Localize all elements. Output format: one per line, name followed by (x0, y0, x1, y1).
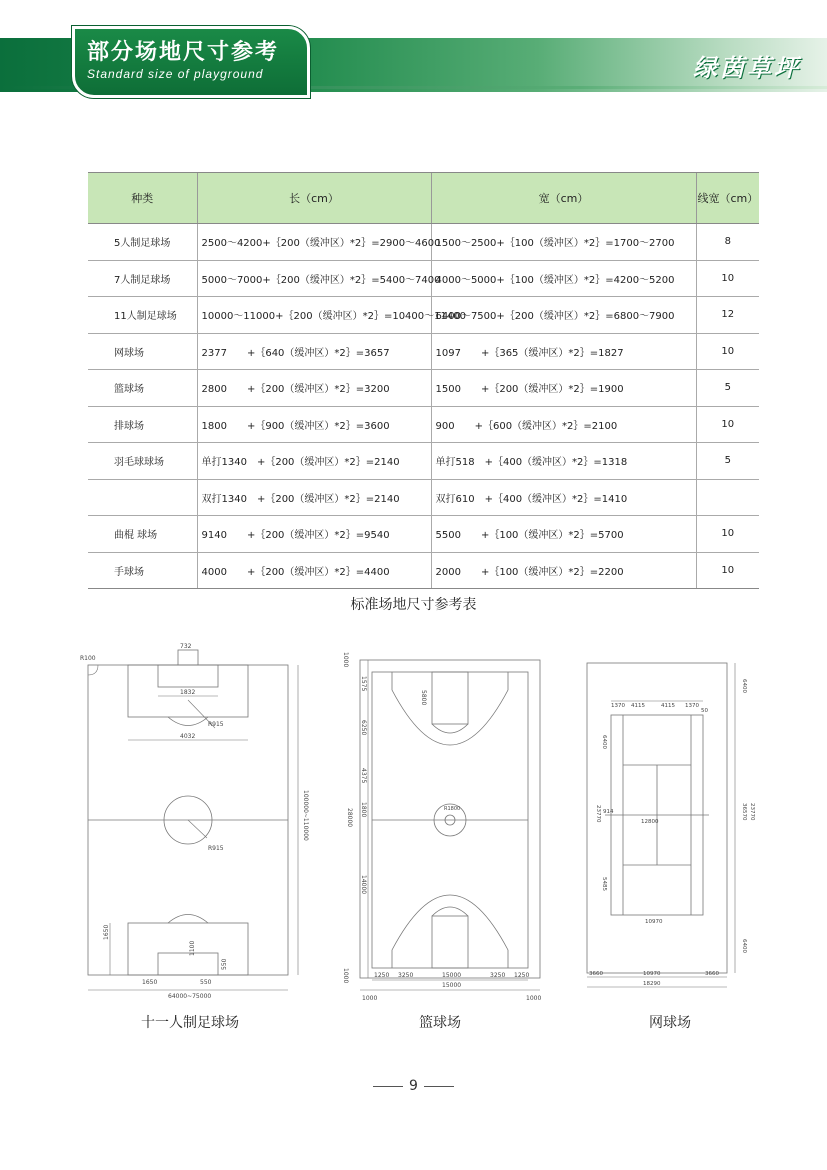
outer-boundary (360, 660, 540, 978)
table-row (88, 516, 759, 553)
cell-type: 曲棍 球场 (88, 516, 197, 553)
cell-width: 1500 +｛200（缓冲区）*2｝=1900 (431, 370, 696, 407)
table-caption: 标准场地尺寸参考表 (350, 597, 477, 613)
cell-line-width: 10 (696, 552, 759, 589)
bottom-penalty-area (128, 923, 248, 975)
dim-3660-left: 3660 (589, 971, 603, 977)
dim-4115-left: 4115 (631, 703, 645, 709)
dim-50: 50 (701, 708, 708, 714)
dim-pitch-length: 100000~110000 (302, 790, 309, 841)
cell-line-width: 10 (696, 406, 759, 443)
cell-width: 1097 +｛365（缓冲区）*2｝=1827 (431, 333, 696, 370)
cell-line-width: 12 (696, 297, 759, 334)
cell-type: 篮球场 (88, 370, 197, 407)
dim-1800: 1800 (360, 802, 367, 818)
football-pitch-drawing (80, 640, 310, 1000)
cell-type: 网球场 (88, 333, 197, 370)
dim-14000: 14000 (360, 875, 367, 895)
dim-bottom-goal: 550 (200, 979, 212, 986)
section-subtitle: Standard size of playground (87, 67, 264, 81)
dim-1370-left: 1370 (611, 703, 625, 709)
dim-penalty-depth: 1650 (103, 924, 110, 940)
col-type: 种类 (88, 173, 197, 224)
dim-18290: 18290 (643, 981, 661, 987)
football-label: 十一人制足球场 (141, 1015, 239, 1031)
dim-5485: 5485 (601, 877, 607, 891)
dim-3660-right: 3660 (705, 971, 719, 977)
cell-line-width: 10 (696, 260, 759, 297)
cell-line-width: 10 (696, 516, 759, 553)
dim-23770-left: 23770 (595, 805, 601, 823)
dim-centre-radius: R915 (208, 845, 224, 852)
basketball-label: 篮球场 (419, 1015, 461, 1031)
dim-pitch-width: 64000~75000 (168, 993, 212, 1000)
dim-1250-right: 1250 (514, 972, 530, 979)
col-line-width: 线宽（cm） (696, 173, 759, 224)
basketball-court-drawing (340, 650, 550, 1005)
cell-type: 排球场 (88, 406, 197, 443)
dim-3250-right: 3250 (490, 972, 506, 979)
size-table (88, 172, 759, 589)
dim-12800: 12800 (641, 819, 659, 825)
bottom-three-point-arc (392, 895, 508, 968)
dim-corner-radius: R100 (80, 655, 96, 662)
cell-type: 手球场 (88, 552, 197, 589)
cell-line-width: 8 (696, 224, 759, 261)
dim-36570: 36570 (741, 803, 747, 821)
dim-penalty-area-width: 4032 (180, 733, 196, 740)
dim-arc-radius: R915 (208, 721, 224, 728)
dim-1575: 1575 (360, 676, 367, 692)
bottom-arc (168, 915, 208, 924)
cell-width: 2000 +｛100（缓冲区）*2｝=2200 (431, 552, 696, 589)
cell-length: 4000 +｛200（缓冲区）*2｝=4400 (197, 552, 431, 589)
col-width: 宽（cm） (431, 173, 696, 224)
dim-23770-right: 23770 (749, 803, 755, 821)
cell-type: 11人制足球场 (88, 297, 197, 334)
cell-length: 2800 +｛200（缓冲区）*2｝=3200 (197, 370, 431, 407)
table-row (88, 552, 759, 589)
cell-width: 4000～5000+｛100（缓冲区）*2｝=4200～5200 (431, 260, 696, 297)
tennis-label: 网球场 (649, 1015, 691, 1031)
table-row (88, 260, 759, 297)
cell-line-width: 5 (696, 443, 759, 480)
cell-line-width: 5 (696, 370, 759, 407)
cell-width: 单打518 +｛400（缓冲区）*2｝=1318 (431, 443, 696, 480)
table-row (88, 479, 759, 516)
dim-goal-area: 1832 (180, 689, 196, 696)
dim-buffer-right: 1000 (526, 995, 542, 1002)
cell-length: 单打1340 +｛200（缓冲区）*2｝=2140 (197, 443, 431, 480)
dim-4115-right: 4115 (661, 703, 675, 709)
cell-width: 1500～2500+｛100（缓冲区）*2｝=1700～2700 (431, 224, 696, 261)
cell-width: 双打610 +｛400（缓冲区）*2｝=1410 (431, 479, 696, 516)
dim-4375: 4375 (360, 768, 367, 784)
cell-line-width: 10 (696, 333, 759, 370)
cell-width: 6400～7500+｛200（缓冲区）*2｝=6800～7900 (431, 297, 696, 334)
page-number (0, 1078, 827, 1094)
col-length: 长（cm） (197, 173, 431, 224)
dim-15000-outer: 15000 (442, 982, 462, 989)
cell-width: 5500 +｛100（缓冲区）*2｝=5700 (431, 516, 696, 553)
dim-buffer-left: 1000 (362, 995, 378, 1002)
cell-length: 5000～7000+｛200（缓冲区）*2｝=5400～7400 (197, 260, 431, 297)
top-goal-area (158, 665, 218, 687)
table-row (88, 333, 759, 370)
cell-type: 7人制足球场 (88, 260, 197, 297)
dim-6400-left: 6400 (601, 735, 607, 749)
dim-15000-inner: 15000 (442, 972, 462, 979)
dim-goal-depth: 550 (221, 958, 228, 970)
cell-length: 9140 +｛200（缓冲区）*2｝=9540 (197, 516, 431, 553)
cell-width: 900 +｛600（缓冲区）*2｝=2100 (431, 406, 696, 443)
dim-914: 914 (603, 809, 614, 815)
table-row (88, 297, 759, 334)
top-three-point-arc (392, 672, 508, 745)
section-badge (72, 26, 310, 98)
dim-5800: 5800 (420, 690, 427, 706)
cell-length: 双打1340 +｛200（缓冲区）*2｝=2140 (197, 479, 431, 516)
dim-10970: 10970 (643, 971, 661, 977)
dim-bottom-penalty: 1650 (142, 979, 158, 986)
dim-buffer-bottom: 1000 (342, 968, 349, 984)
table-row (88, 224, 759, 261)
cell-length: 2500～4200+｛200（缓冲区）*2｝=2900～4600 (197, 224, 431, 261)
table-row (88, 443, 759, 480)
dim-buffer-top: 1000 (342, 652, 349, 668)
cell-type: 羽毛球球场 (88, 443, 197, 480)
table-header-row (88, 173, 759, 224)
bottom-key (432, 916, 468, 968)
dim-spot-distance: 1100 (189, 940, 196, 956)
cell-line-width (696, 479, 759, 516)
dim-6400-top: 6400 (741, 679, 747, 693)
page-number-value: 9 (409, 1078, 418, 1094)
cell-length: 1800 +｛900（缓冲区）*2｝=3600 (197, 406, 431, 443)
cell-length: 10000～11000+｛200（缓冲区）*2｝=10400～11400 (197, 297, 431, 334)
table-row (88, 406, 759, 443)
dim-10970-inner: 10970 (645, 919, 663, 925)
dim-1370-right: 1370 (685, 703, 699, 709)
bottom-goal-area (158, 953, 218, 975)
brand-name: 绿茵草坪 (693, 54, 801, 82)
dim-28000: 28000 (346, 808, 353, 828)
dim-6250: 6250 (360, 720, 367, 736)
top-arc (168, 717, 208, 726)
dim-centre-radius: R1800 (444, 806, 461, 812)
dim-1250-left: 1250 (374, 972, 390, 979)
table-row (88, 370, 759, 407)
cell-type: 5人制足球场 (88, 224, 197, 261)
cell-length: 2377 +｛640（缓冲区）*2｝=3657 (197, 333, 431, 370)
dim-6400-bottom: 6400 (741, 939, 747, 953)
dim-goal-width: 732 (180, 643, 192, 650)
top-key (432, 672, 468, 724)
section-title: 部分场地尺寸参考 (87, 40, 280, 65)
tennis-court-drawing (575, 655, 755, 1000)
dim-3250-left: 3250 (398, 972, 414, 979)
top-goal (178, 650, 198, 665)
cell-type (88, 479, 197, 516)
